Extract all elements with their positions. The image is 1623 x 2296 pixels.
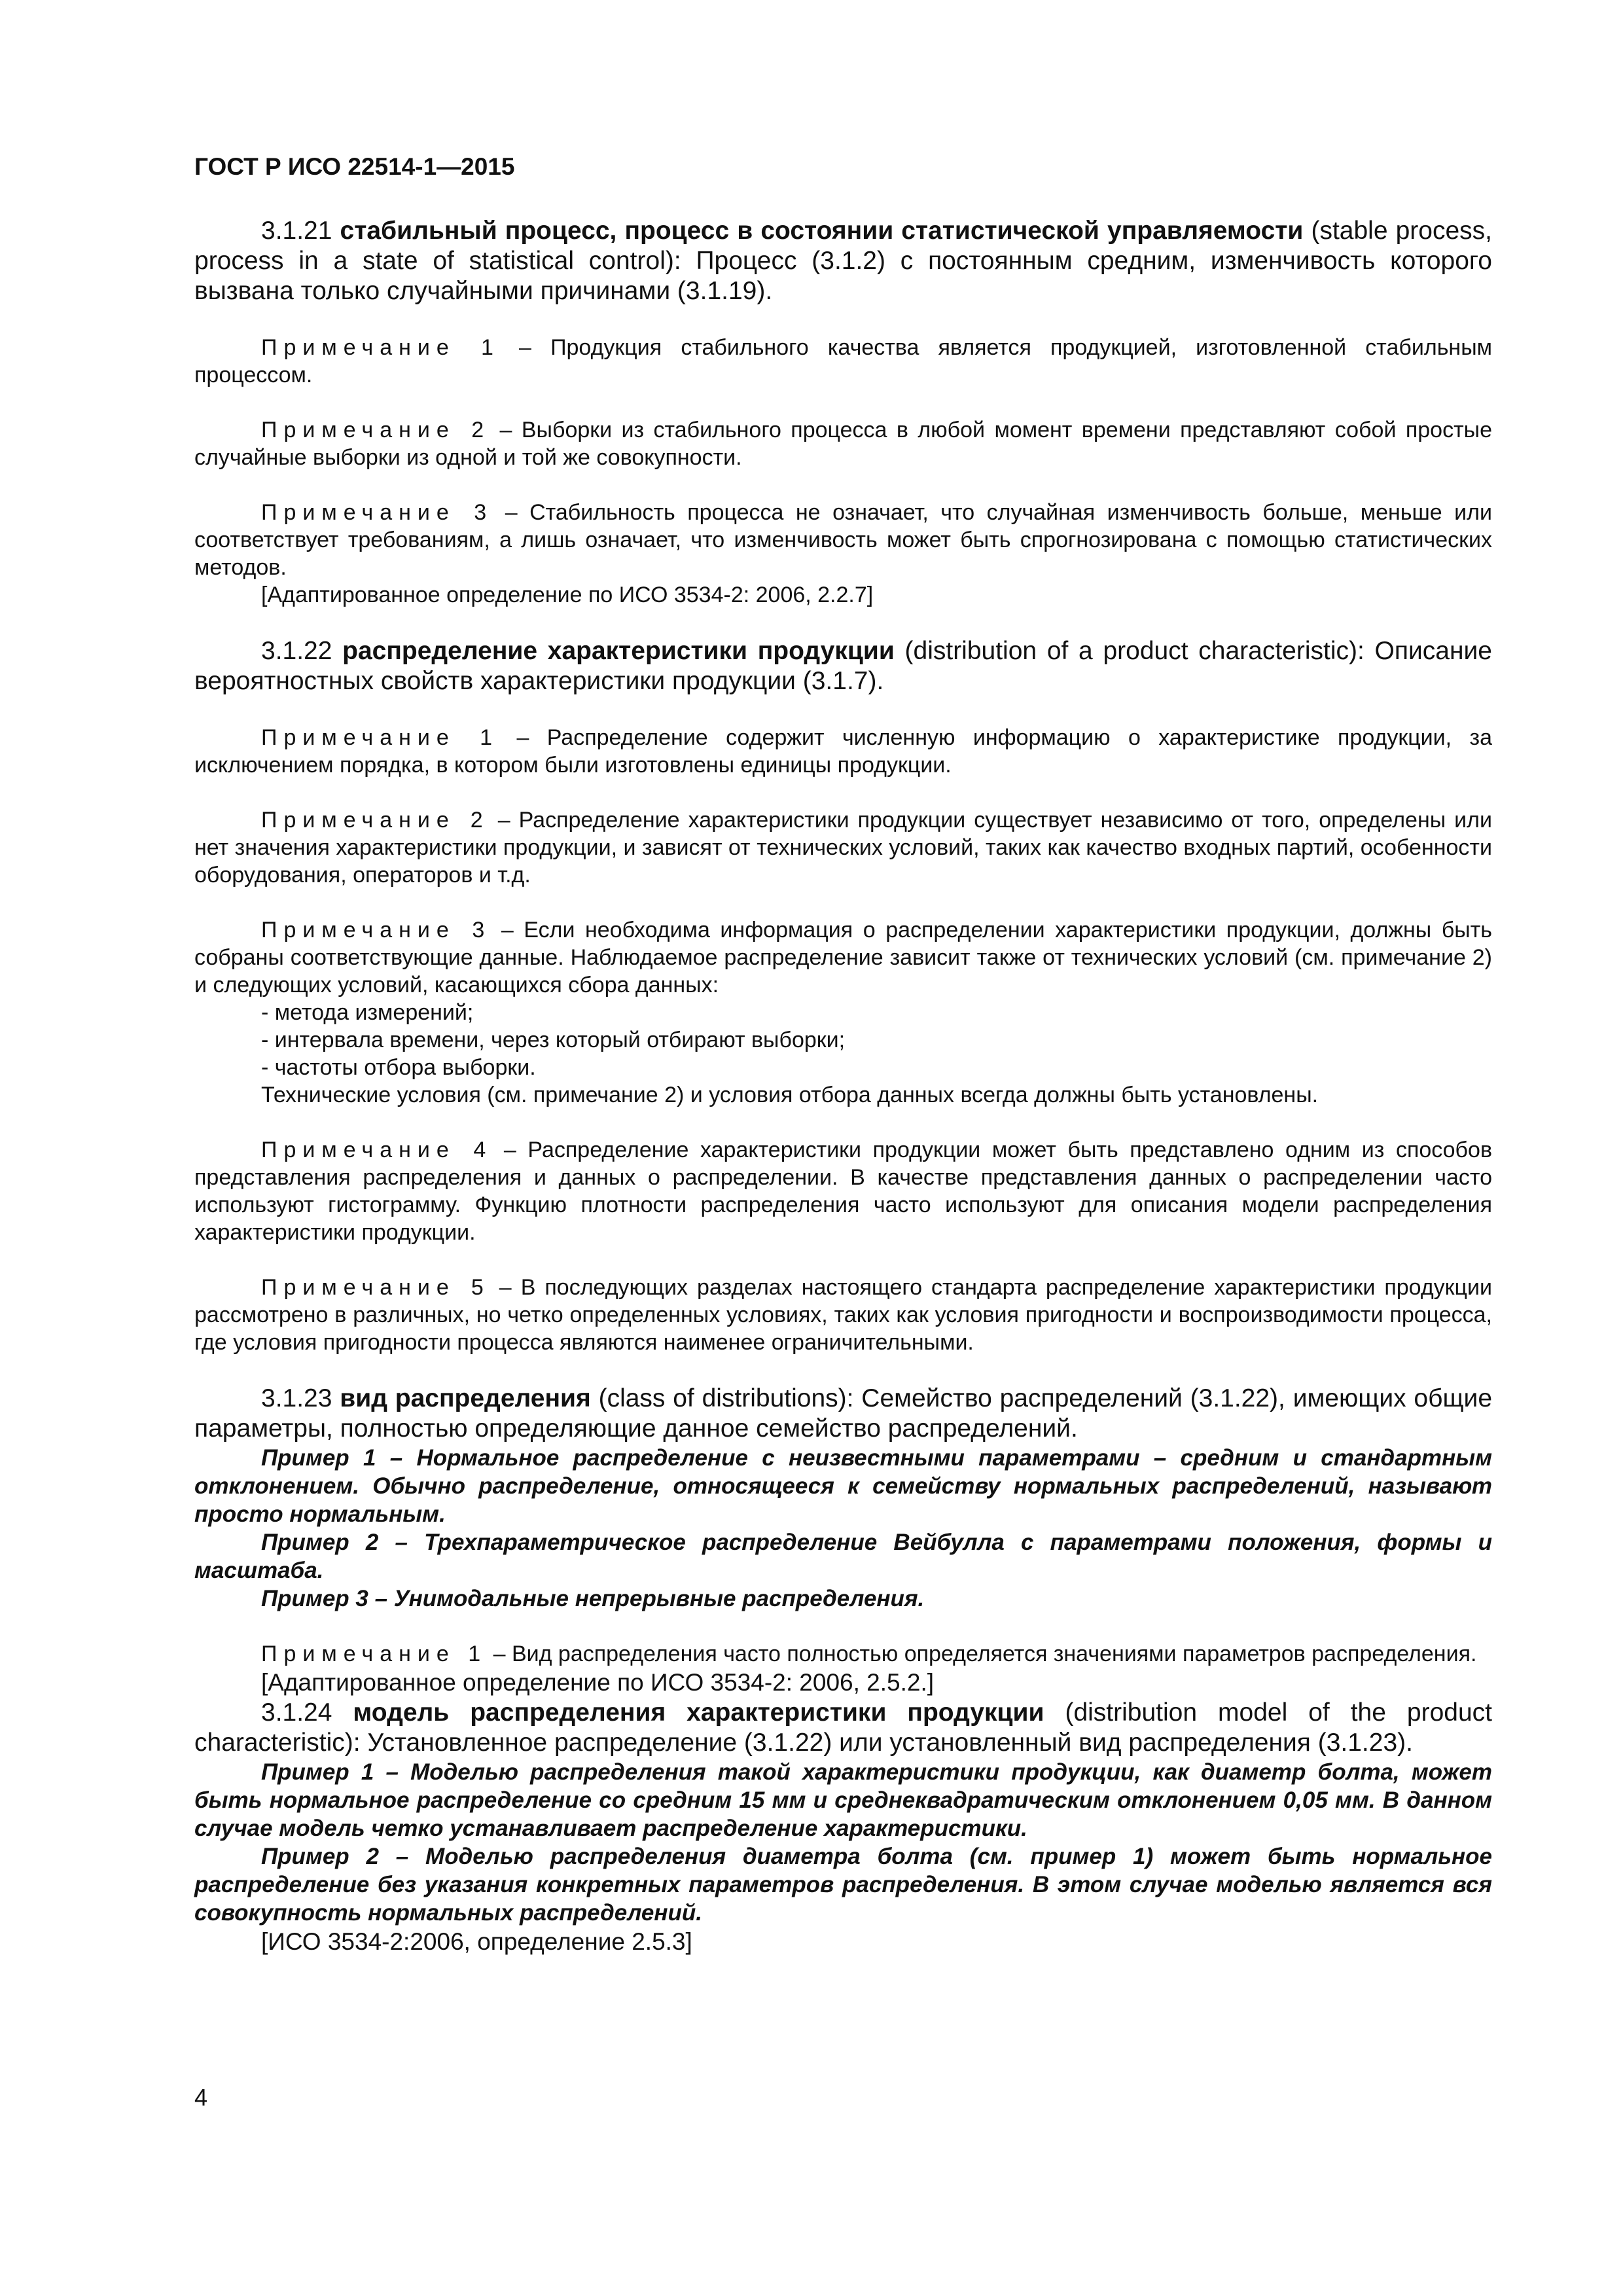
note-label: Примечание 2	[261, 808, 490, 833]
page-number: 4	[194, 2084, 208, 2111]
definition-text: (distribution of a product characteristic): Описание вероятностных свойств характеристики продукции (3.1.7).	[194, 637, 1492, 695]
definition-text: (distribution model of the product characteristic): Установленное распределение (3.1.22) или установленный вид распределения (3.1.23).	[194, 1698, 1492, 1757]
example-1: Пример 1 – Нормальное распределение с неизвестными параметрами – средним и стандартным отклонением. Обычно распределение, относящееся к семейству нормальных распределений, называют просто нормальным.	[194, 1445, 1492, 1527]
note-text: – Выборки из стабильного процесса в любой момент времени представляют собой простые случайные выборки из одной и той же совокупности.	[194, 418, 1493, 470]
note-2	[194, 416, 1492, 471]
term: распределение характеристики продукции	[342, 637, 895, 665]
note-label: Примечание 1	[261, 335, 500, 360]
example-2: Пример 2 – Моделью распределения диаметра болта (см. пример 1) может быть нормальное распределение без указания конкретных параметров распределения. В этом случае моделью является вся совокупность нормальных распределений.	[194, 1844, 1492, 1926]
source-reference: [ИСО 3534-2:2006, определение 2.5.3]	[261, 1928, 692, 1955]
definition-3-1-23	[194, 1384, 1492, 1444]
note-label: Примечание 2	[261, 418, 491, 442]
note-3	[194, 499, 1492, 581]
note-4	[194, 1136, 1492, 1246]
note-text: – Вид распределения часто полностью определяется значениями параметров распределения.	[493, 1641, 1477, 1666]
list-conclusion: Технические условия (см. примечание 2) и условия отбора данных всегда должны быть установлены.	[261, 1083, 1319, 1107]
note-label: Примечание 3	[261, 918, 491, 942]
list-item: - частоты отбора выборки.	[261, 1055, 536, 1080]
document-header: ГОСТ Р ИСО 22514-1—2015	[194, 153, 515, 180]
note-1	[194, 1640, 1492, 1668]
clause-number: 3.1.24	[261, 1698, 332, 1727]
definition-text: (class of distributions): Семейство распределений (3.1.22), имеющих общие параметры, полностью определяющие данное семейство распределений.	[194, 1384, 1493, 1443]
example-2: Пример 2 – Трехпараметрическое распределение Вейбулла с параметрами положения, формы и масштаба.	[194, 1530, 1492, 1583]
definition-3-1-24	[194, 1698, 1492, 1758]
definition-text: (stable process, process in a state of statistical control): Процесс (3.1.2) с постоянным средним, изменчивость которого вызвана только случайными причинами (3.1.19).	[194, 217, 1492, 305]
example-1: Пример 1 – Моделью распределения такой характеристики продукции, как диаметр болта, может быть нормальное распределение со средним 15 мм и среднеквадратическим отклонением 0,05 мм. В данном случае модель четко устанавливает распределение характеристики.	[194, 1759, 1492, 1841]
note-text: – Распределение характеристики продукции может быть представлено одним из способов представления распределения и данных о распределении. В качестве представления данных о распределении часто используют гистограмму. Функцию плотности распределения часто используют для описания модели распределения характеристики продукции.	[194, 1138, 1493, 1245]
source-reference: [Адаптированное определение по ИСО 3534-2: 2006, 2.2.7]	[261, 583, 874, 607]
note-text: – Распределение характеристики продукции существует независимо от того, определены или нет значения характеристики продукции, и зависят от технических условий, таких как качество входных партий, особенности оборудования, операторов и т.д.	[194, 808, 1492, 888]
note-text: – Распределение содержит численную информацию о характеристике продукции, за исключением порядка, в котором были изготовлены единицы продукции.	[194, 725, 1492, 778]
clause-number: 3.1.23	[261, 1384, 332, 1412]
document-body	[194, 216, 1492, 1957]
note-label: Примечание 5	[261, 1275, 490, 1300]
note-text: – В последующих разделах настоящего стандарта распределение характеристики продукции рассмотрено в различных, но четко определенных условиях, таких как условия пригодности и воспроизводимости процесса, где условия пригодности процесса являются наименее ограничительными.	[194, 1275, 1492, 1355]
note-text: – Если необходима информация о распределении характеристики продукции, должны быть собраны соответствующие данные. Наблюдаемое распределение зависит также от технических условий (см. примечание 2) и следующих условий, касающихся сбора данных:	[194, 918, 1493, 997]
note-label: Примечание 4	[261, 1138, 493, 1162]
note-text: – Стабильность процесса не означает, что случайная изменчивость больше, меньше или соответствует требованиям, а лишь означает, что изменчивость может быть спрогнозирована с помощью статистических методов.	[194, 500, 1492, 580]
note-text: – Продукция стабильного качества является продукцией, изготовленной стабильным процессом.	[194, 335, 1493, 387]
list-item: - метода измерений;	[261, 1000, 474, 1025]
definition-3-1-21	[194, 216, 1492, 306]
term: модель распределения характеристики продукции	[353, 1698, 1044, 1727]
list-item: - интервала времени, через который отбирают выборки;	[261, 1028, 846, 1052]
note-label: Примечание 3	[261, 500, 493, 525]
term: вид распределения	[340, 1384, 591, 1412]
example-3: Пример 3 – Унимодальные непрерывные распределения.	[261, 1586, 925, 1611]
note-1	[194, 724, 1492, 779]
note-5	[194, 1274, 1492, 1356]
note-1	[194, 334, 1492, 389]
note-label: Примечание 1	[261, 1641, 488, 1666]
note-2	[194, 806, 1492, 889]
note-3	[194, 916, 1492, 999]
definition-3-1-22	[194, 636, 1492, 696]
note-label: Примечание 1	[261, 725, 499, 750]
clause-number: 3.1.21	[261, 217, 332, 245]
clause-number: 3.1.22	[261, 637, 332, 665]
source-reference: [Адаптированное определение по ИСО 3534-2: 2006, 2.5.2.]	[261, 1669, 935, 1696]
term: стабильный процесс, процесс в состоянии статистической управляемости	[340, 217, 1304, 245]
